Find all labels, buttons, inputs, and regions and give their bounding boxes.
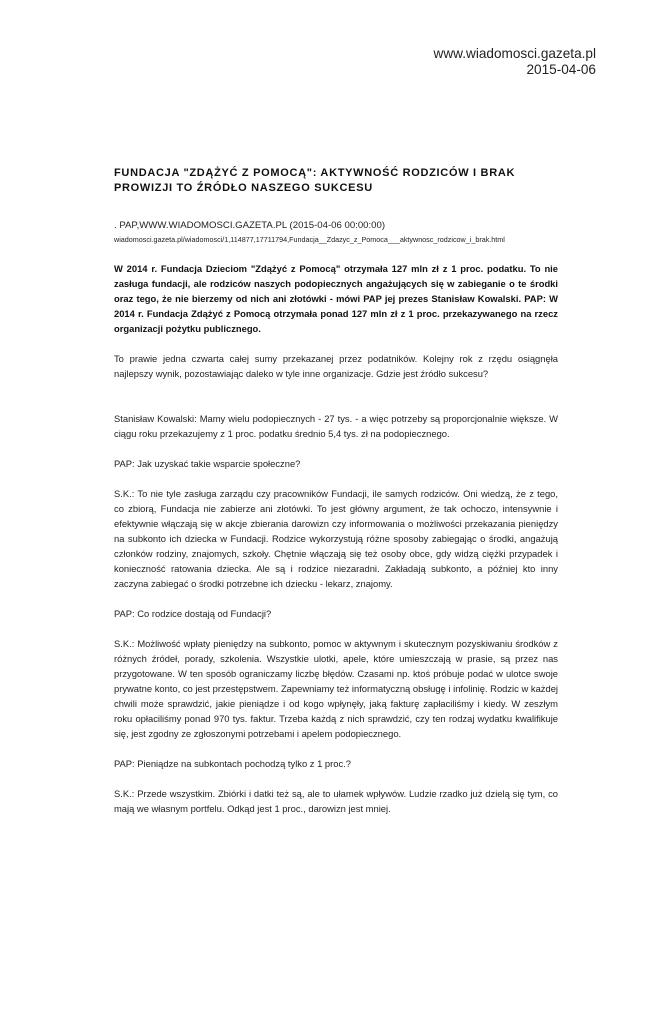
article-url: wiadomosci.gazeta.pl/wiadomosci/1,114877,17711794,Fundacja__Zdazyc_z_Pomoca___aktywnosc_rodzicow_i_brak.html <box>114 235 505 244</box>
source-header <box>434 46 596 77</box>
article-paragraph-question: PAP: Jak uzyskać takie wsparcie społeczne? <box>114 458 301 469</box>
article-paragraph-question: PAP: Co rodzice dostają od Fundacji? <box>114 608 272 619</box>
article-paragraph-intro: To prawie jedna czwarta całej sumy przekazanej przez podatników. Kolejny rok z rzędu osiągnęła najlepszy wynik, pozostawiając daleko w tyle inne organizacje. Gdzie jest źródło sukcesu? <box>114 353 558 379</box>
source-site: www.wiadomosci.gazeta.pl <box>433 46 596 61</box>
article-title: FUNDACJA "ZDĄŻYĆ Z POMOCĄ": AKTYWNOŚĆ RODZICÓW I BRAK PROWIZJI TO ŹRÓDŁO NASZEGO SUKCESU <box>114 167 516 194</box>
article-paragraph-answer: Stanisław Kowalski: Mamy wielu podopiecznych - 27 tys. - a więc potrzeby są proporcjonalnie większe. W ciągu roku przekazujemy z 1 proc. podatku średnio 5,4 tys. zł na podopiecznego. <box>114 413 558 439</box>
article-paragraph-answer: S.K.: Przede wszystkim. Zbiórki i datki też są, ale to ułamek wpływów. Ludzie rzadko już dzielą się tym, co mają we własnym portfelu. Odkąd jest 1 proc., darowizn jest mniej. <box>114 788 558 814</box>
article-paragraph-question: PAP: Pieniądze na subkontach pochodzą tylko z 1 proc.? <box>114 758 351 769</box>
source-date: 2015-04-06 <box>526 61 596 77</box>
article-source-line: . PAP,WWW.WIADOMOSCI.GAZETA.PL (2015-04-06 00:00:00) <box>114 220 386 231</box>
article <box>114 166 558 816</box>
article-lead: W 2014 r. Fundacja Dzieciom "Zdążyć z Pomocą" otrzymała 127 mln zł z 1 proc. podatku. To nie zasługa fundacji, ale rodziców naszych podopiecznych angażujących się w zabieganie o te środki oraz tego, że nie bierzemy od nich ani złotówki - mówi PAP jej prezes Stanisław Kowalski. PAP: W 2014 r. Fundacja Zdążyć z Pomocą otrzymała ponad 127 mln zł z 1 proc. przekazywanego na rzecz organizacji pożytku publicznego. <box>114 263 558 334</box>
article-paragraph-answer: S.K.: To nie tyle zasługa zarządu czy pracowników Fundacji, ile samych rodziców. Oni wiedzą, że z tego, co zbiorą, Fundacja nie zabierze ani złotówki. To jest główny argument, że tak ochoczo, intensywnie i efektywnie włączają się w akcje zbierania darowizn czy informowania o możliwości przekazania pieniędzy na subkonto ich dziecka w Fundacji. Rodzice wykorzystują różne sposoby zabiegając o środki, angażują członków rodziny, znajomych, szkoły. Chętnie włączają się też osoby obce, gdy widzą ciężki przypadek i konieczność ratowania dziecka. Ale są i rodzice niezaradni. Zakładają subkonto, a później kto inny zaczyna zabiegać o środki potrzebne ich dziecku - lekarz, znajomy. <box>114 488 558 589</box>
article-paragraph-answer: S.K.: Możliwość wpłaty pieniędzy na subkonto, pomoc w aktywnym i skutecznym pozyskiwaniu środków z różnych źródeł, porady, szkolenia. Wszystkie ulotki, apele, które umieszczają w prasie, są przez nas przygotowane. W ten sposób ograniczamy liczbę błędów. Czasami np. ktoś próbuje podać w ulotce swoje prywatne konto, co jest przestępstwem. Zapewniamy też informatyczną obsługę i infolinię. Rodzic w każdej chwili może sprawdzić, jakie pieniądze i od kogo wpłynęły, jaką fakturę zapłaciliśmy i kiedy. W zeszłym roku opłaciliśmy ponad 970 tys. faktur. Trzeba każdą z nich sprawdzić, czy ten rodzaj wydatku kwalifikuje się, jest zgodny ze zgłoszonymi potrzebami i apelem podopiecznego. <box>114 638 558 739</box>
